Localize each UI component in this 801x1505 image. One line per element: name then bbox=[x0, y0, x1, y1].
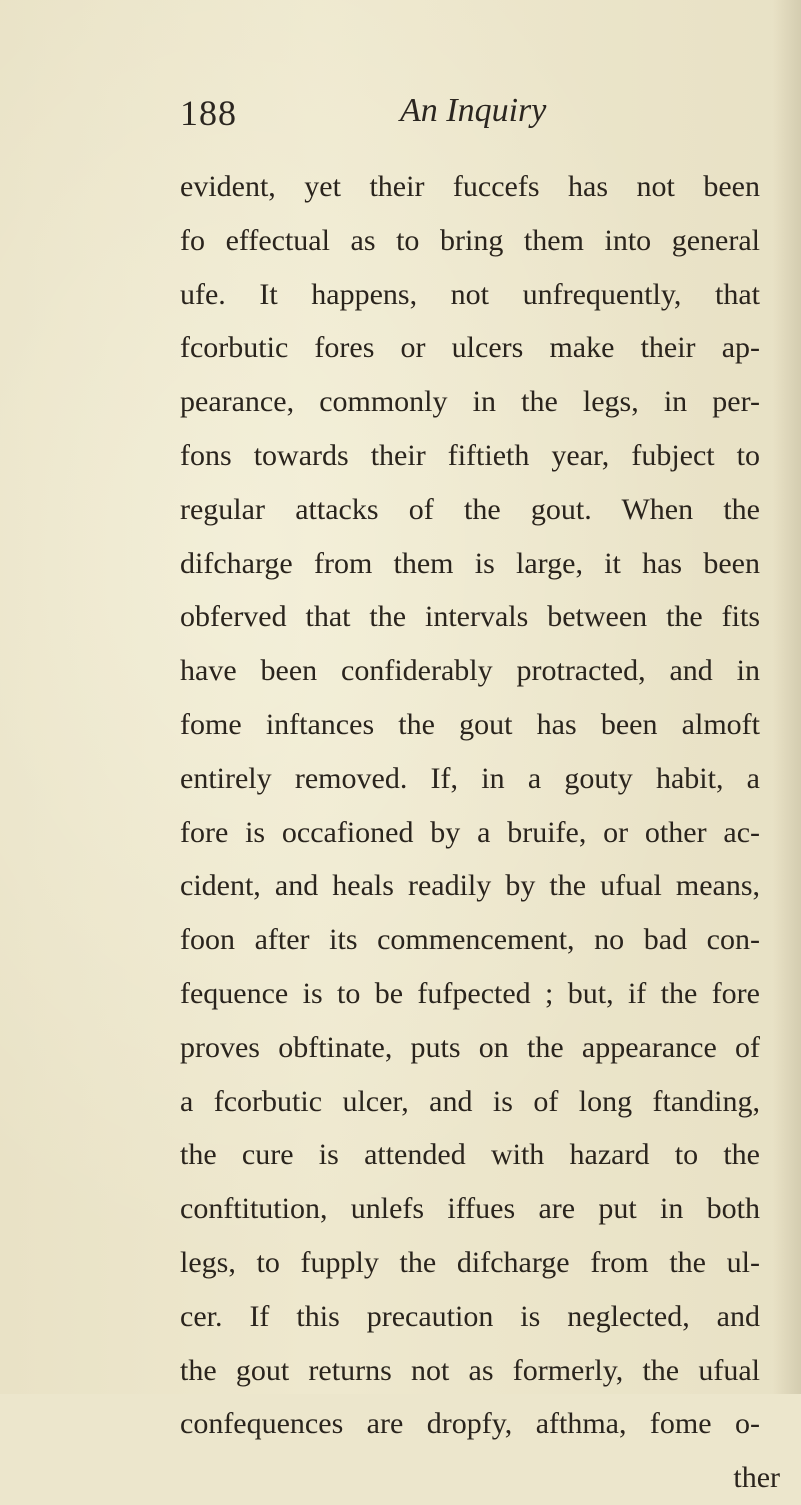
text-line: cer. If this precaution is neglected, and bbox=[180, 1299, 760, 1333]
text-line: the cure is attended with hazard to the bbox=[180, 1138, 760, 1172]
text-line: confequences are dropfy, afthma, fome o- bbox=[180, 1407, 760, 1441]
text-line: fome inftances the gout has been almoft bbox=[180, 707, 760, 741]
text-line: legs, to fupply the difcharge from the ul- bbox=[180, 1245, 760, 1279]
text-line: ufe. It happens, not unfrequently, that bbox=[180, 277, 760, 311]
text-line: fore is occafioned by a bruife, or other ac- bbox=[180, 815, 760, 849]
text-line: entirely removed. If, in a gouty habit, a bbox=[180, 761, 760, 795]
text-line: cident, and heals readily by the ufual means, bbox=[180, 869, 760, 903]
text-line: difcharge from them is large, it has been bbox=[180, 546, 760, 580]
text-line: obferved that the intervals between the fits bbox=[180, 600, 760, 634]
running-head: An Inquiry bbox=[400, 92, 547, 129]
text-line: a fcorbutic ulcer, and is of long ftanding, bbox=[180, 1084, 760, 1118]
text-line: foon after its commencement, no bad con- bbox=[180, 923, 760, 957]
body-text bbox=[180, 160, 780, 1505]
text-line: pearance, commonly in the legs, in per- bbox=[180, 385, 760, 419]
text-line: fcorbutic fores or ulcers make their ap- bbox=[180, 331, 760, 365]
text-line: have been confiderably protracted, and in bbox=[180, 654, 760, 688]
text-line: fequence is to be fufpected ; but, if the fore bbox=[180, 976, 760, 1010]
page-header bbox=[0, 92, 801, 142]
text-line: regular attacks of the gout. When the bbox=[180, 492, 760, 526]
text-line: proves obftinate, puts on the appearance of bbox=[180, 1030, 760, 1064]
text-line: the gout returns not as formerly, the ufual bbox=[180, 1353, 760, 1387]
text-line: conftitution, unlefs iffues are put in both bbox=[180, 1192, 760, 1226]
text-line: evident, yet their fuccefs has not been bbox=[180, 170, 760, 203]
page-number: 188 bbox=[180, 93, 237, 133]
catchword: ther bbox=[733, 1461, 780, 1495]
text-line: fo effectual as to bring them into general bbox=[180, 223, 760, 257]
text-line: fons towards their fiftieth year, fubject to bbox=[180, 438, 760, 472]
